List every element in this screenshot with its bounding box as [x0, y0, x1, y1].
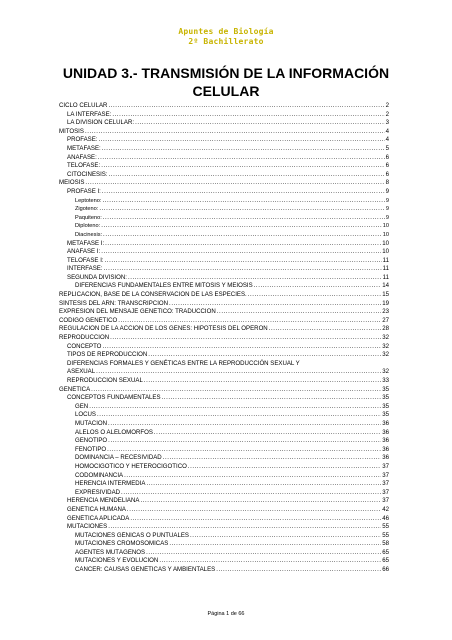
toc-entry[interactable]: HERENCIA MENDELIANA ..... 37 — [59, 497, 389, 506]
toc-entry[interactable]: TELOFASE: ..... 6 — [59, 162, 389, 171]
toc-entry[interactable]: LA DIVISIÓN CELULAR: ..... 3 — [59, 119, 389, 128]
toc-entry[interactable]: DOMINANCIA – RECESIVIDAD ..... 36 — [59, 454, 389, 463]
toc-entry[interactable]: METAFASE: ..... 5 — [59, 145, 389, 154]
title-line-2: CELULAR — [192, 83, 260, 99]
toc-entry[interactable]: PROFASE I: ..... 9 — [59, 188, 389, 197]
toc-entry[interactable]: GENÉTICA HUMANA ..... 42 — [59, 506, 389, 515]
toc-entry[interactable]: CICLO CELULAR ..... 2 — [59, 102, 389, 111]
toc-entry[interactable]: MITOSIS ..... 4 — [59, 128, 389, 137]
toc-entry[interactable]: CÁNCER: CAUSAS GENÉTICAS Y AMBIENTALES ..... 66 — [59, 566, 389, 575]
toc-entry[interactable]: REGULACIÓN DE LA ACCIÓN DE LOS GENES: HIPÓTESIS DEL OPERÓN ..... 28 — [59, 325, 389, 334]
toc-entry[interactable]: GENOTIPO ..... 36 — [59, 437, 389, 446]
toc-entry[interactable]: MUTACIONES GÉNICAS O PUNTUALES ..... 55 — [59, 532, 389, 541]
toc-entry[interactable]: ALELOS O ALELOMORFOS ..... 36 — [59, 429, 389, 438]
toc-entry[interactable]: LOCUS ..... 35 — [59, 411, 389, 420]
toc-entry[interactable]: MEIOSIS ..... 8 — [59, 179, 389, 188]
table-of-contents — [59, 102, 389, 575]
toc-entry[interactable]: MUTACIÓN ..... 36 — [59, 420, 389, 429]
toc-entry[interactable]: SÍNTESIS DEL ARN: TRANSCRIPCIÓN ..... 19 — [59, 300, 389, 309]
toc-entry[interactable]: FENOTIPO ..... 36 — [59, 446, 389, 455]
toc-entry[interactable]: PROFASE: ..... 4 — [59, 136, 389, 145]
toc-entry[interactable]: CONCEPTO ..... 32 — [59, 343, 389, 352]
page-title — [40, 64, 412, 100]
toc-entry[interactable]: Paquiteno: ..... 9 — [59, 214, 389, 223]
title-line-1: UNIDAD 3.- TRANSMISIÓN DE LA INFORMACIÓN — [62, 65, 390, 81]
toc-entry[interactable]: INTERFASE: ..... 11 — [59, 265, 389, 274]
toc-entry[interactable]: HERENCIA INTERMEDIA ..... 37 — [59, 480, 389, 489]
toc-entry[interactable]: CODOMINANCIA ..... 37 — [59, 472, 389, 481]
toc-entry[interactable]: LA INTERFASE: ..... 2 — [59, 111, 389, 120]
course-level: 2º Bachillerato — [188, 37, 264, 46]
toc-entry[interactable]: REPRODUCCIÓN ..... 32 — [59, 334, 389, 343]
toc-entry[interactable]: GENÉTICA APLICADA ..... 46 — [59, 515, 389, 524]
toc-entry[interactable]: AGENTES MUTÁGENOS ..... 65 — [59, 549, 389, 558]
toc-entry[interactable]: Leptoteno: ..... 9 — [59, 197, 389, 206]
toc-entry[interactable]: EXPRESIVIDAD ..... 37 — [59, 489, 389, 498]
toc-entry[interactable]: TELOFASE I: ..... 11 — [59, 257, 389, 266]
toc-entry[interactable]: REPRODUCCIÓN SEXUAL ..... 33 — [59, 377, 389, 386]
course-header: Apuntes de Biología — [178, 27, 274, 36]
toc-entry[interactable]: MUTACIONES CROMOSÓMICAS ..... 58 — [59, 540, 389, 549]
toc-entry[interactable]: ANAFASE I: ..... 10 — [59, 248, 389, 257]
toc-entry[interactable]: Zigoteno: ..... 9 — [59, 205, 389, 214]
toc-entry[interactable]: REPLICACIÓN, BASE DE LA CONSERVACIÓN DE LAS ESPECIES. ..... 15 — [59, 291, 389, 300]
toc-entry[interactable]: GENÉTICA ..... 35 — [59, 386, 389, 395]
toc-entry[interactable]: HOMOCIGÓTICO Y HETEROCIGÓTICO ..... 37 — [59, 463, 389, 472]
toc-entry[interactable]: MUTACIONES Y EVOLUCIÓN ..... 65 — [59, 557, 389, 566]
toc-entry[interactable]: CITOCINESIS: ..... 6 — [59, 171, 389, 180]
toc-entry[interactable]: ANAFASE: ..... 6 — [59, 154, 389, 163]
toc-entry[interactable]: DIFERENCIAS FUNDAMENTALES ENTRE MITOSIS Y MEIOSIS ..... 14 — [59, 282, 389, 291]
toc-entry[interactable]: Diploteno: ..... 10 — [59, 222, 389, 231]
toc-entry[interactable]: Diacinesis: ..... 10 — [59, 231, 389, 240]
toc-entry[interactable]: CONCEPTOS FUNDAMENTALES ..... 35 — [59, 394, 389, 403]
toc-entry[interactable]: CÓDIGO GENÉTICO ..... 27 — [59, 317, 389, 326]
page-footer: Página 1 de 66 — [207, 611, 245, 617]
toc-entry[interactable]: ASEXUAL ..... 32 — [59, 368, 389, 377]
toc-entry[interactable]: TIPOS DE REPRODUCCIÓN ..... 32 — [59, 351, 389, 360]
toc-entry-wrapped-line[interactable]: DIFERENCIAS FORMALES Y GENÉTICAS ENTRE LA REPRODUCCIÓN SEXUAL Y — [67, 359, 300, 367]
toc-entry[interactable]: GEN ..... 35 — [59, 403, 389, 412]
toc-entry[interactable]: METAFASE I: ..... 10 — [59, 240, 389, 249]
toc-entry[interactable]: MUTACIONES ..... 55 — [59, 523, 389, 532]
toc-entry[interactable]: SEGUNDA DIVISIÓN: ..... 11 — [59, 274, 389, 283]
toc-entry[interactable]: EXPRESIÓN DEL MENSAJE GENÉTICO: TRADUCCIÓN ..... 23 — [59, 308, 389, 317]
